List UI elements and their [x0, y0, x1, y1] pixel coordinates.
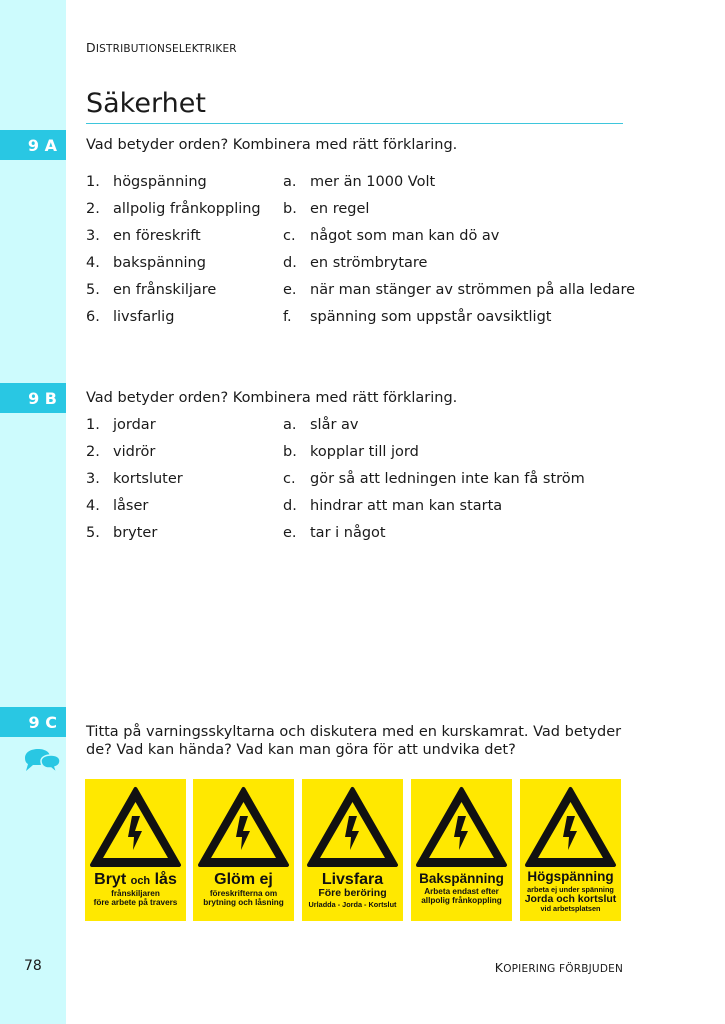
- high-voltage-warning-icon: [414, 784, 509, 870]
- item-text: en strömbrytare: [310, 255, 428, 271]
- item-text: vidrör: [113, 444, 156, 460]
- item-marker: 5.: [86, 282, 100, 298]
- high-voltage-warning-icon: [305, 784, 400, 870]
- high-voltage-warning-icon: [196, 784, 291, 870]
- item-text: gör så att ledningen inte kan få ström: [310, 471, 585, 487]
- item-marker: a.: [283, 174, 297, 190]
- item-marker: d.: [283, 255, 297, 271]
- speech-bubbles-icon: [21, 748, 61, 782]
- item-text: allpolig frånkoppling: [113, 201, 261, 217]
- instruction-9c-line1: Titta på varningsskyltarna och diskutera med en kurskamrat. Vad betyder: [86, 724, 622, 740]
- item-text: kopplar till jord: [310, 444, 419, 460]
- item-marker: 4.: [86, 255, 100, 271]
- item-marker: f.: [283, 309, 292, 325]
- item-marker: 3.: [86, 471, 100, 487]
- item-text: högspänning: [113, 174, 207, 190]
- item-text: något som man kan dö av: [310, 228, 500, 244]
- item-text: livsfarlig: [113, 309, 175, 325]
- item-text: kortsluter: [113, 471, 183, 487]
- running-footer: KOPIERING FÖRBJUDEN: [494, 960, 623, 975]
- item-text: mer än 1000 Volt: [310, 174, 436, 190]
- item-marker: e.: [283, 525, 297, 541]
- item-text: spänning som uppstår oavsiktligt: [310, 309, 552, 325]
- item-marker: 3.: [86, 228, 100, 244]
- item-marker: 5.: [86, 525, 100, 541]
- item-marker: 4.: [86, 498, 100, 514]
- item-marker: 2.: [86, 444, 100, 460]
- item-text: när man stänger av strömmen på alla ledare: [310, 282, 636, 298]
- item-marker: 2.: [86, 201, 100, 217]
- item-marker: 1.: [86, 417, 100, 433]
- exercise-tab-9c: 9 C: [0, 707, 66, 737]
- item-text: en regel: [310, 201, 370, 217]
- instruction-9b: Vad betyder orden? Kombinera med rätt förklaring.: [86, 390, 458, 406]
- item-marker: b.: [283, 444, 297, 460]
- item-text: hindrar att man kan starta: [310, 498, 503, 514]
- item-marker: b.: [283, 201, 297, 217]
- item-marker: c.: [283, 471, 296, 487]
- exercise-tab-9a: 9 A: [0, 130, 66, 160]
- high-voltage-warning-icon: [88, 784, 183, 870]
- item-marker: c.: [283, 228, 296, 244]
- running-header: DISTRIBUTIONSELEKTRIKER: [86, 40, 237, 55]
- item-text: slår av: [310, 417, 359, 433]
- item-marker: 1.: [86, 174, 100, 190]
- exercise-tab-9b: 9 B: [0, 383, 66, 413]
- page-title: Säkerhet: [86, 88, 206, 119]
- item-marker: 6.: [86, 309, 100, 325]
- item-text: låser: [113, 498, 149, 514]
- instruction-9a: Vad betyder orden? Kombinera med rätt förklaring.: [86, 137, 458, 153]
- item-text: tar i något: [310, 525, 386, 541]
- item-text: en föreskrift: [113, 228, 201, 244]
- high-voltage-warning-icon: [523, 784, 618, 870]
- warning-sign-glom-ej: Glöm ej föreskrifterna om brytning och låsning: [193, 779, 294, 921]
- page-number: 78: [24, 958, 42, 974]
- item-text: bakspänning: [113, 255, 206, 271]
- warning-sign-bakspanning: Bakspänning Arbeta endast efter allpolig frånkoppling: [411, 779, 512, 921]
- item-marker: e.: [283, 282, 297, 298]
- warning-sign-livsfara: Livsfara Före beröring Urladda - Jorda - Kortslut: [302, 779, 403, 921]
- warning-sign-bryt-och-las: Bryt och lås frånskiljaren före arbete på travers: [85, 779, 186, 921]
- item-text: en frånskiljare: [113, 282, 217, 298]
- item-text: bryter: [113, 525, 158, 541]
- warning-sign-hogspanning: Högspänning arbeta ej under spänning Jorda och kortslut vid arbetsplatsen: [520, 779, 621, 921]
- instruction-9c: [86, 723, 626, 759]
- item-marker: a.: [283, 417, 297, 433]
- item-marker: d.: [283, 498, 297, 514]
- item-text: jordar: [113, 417, 156, 433]
- title-underline: [86, 123, 623, 124]
- instruction-9c-line2: de? Vad kan hända? Vad kan man göra för att undvika det?: [86, 742, 516, 758]
